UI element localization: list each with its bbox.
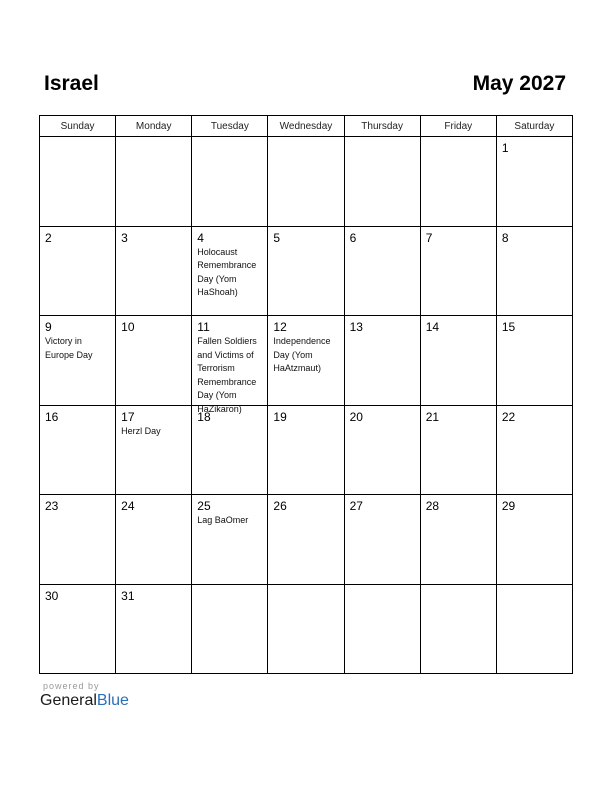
calendar-grid: [39, 115, 573, 674]
day-cell: [344, 316, 420, 406]
day-cell: [496, 226, 572, 316]
day-cell: [40, 495, 116, 585]
generalblue-logo: [40, 692, 129, 710]
day-cell: [116, 137, 192, 227]
day-cell: [192, 226, 268, 316]
day-number: 4: [197, 230, 204, 245]
day-number: 15: [501, 320, 516, 334]
day-cell: [116, 405, 192, 495]
weekday-wednesday: Wednesday: [268, 116, 344, 137]
day-cell: [192, 137, 268, 227]
day-cell: [40, 316, 116, 406]
week-row: [40, 584, 573, 674]
day-cell: [496, 405, 572, 495]
day-cell: [40, 405, 116, 495]
country-title: Israel: [44, 72, 99, 95]
day-number: 2: [45, 230, 52, 245]
day-number: 29: [501, 499, 516, 513]
day-cell: [420, 405, 496, 495]
day-cell: [268, 137, 344, 227]
day-number: 27: [349, 499, 363, 513]
day-number: 23: [45, 499, 59, 513]
day-cell: [268, 584, 344, 674]
day-cell: [116, 584, 192, 674]
weekday-monday: Monday: [116, 116, 192, 137]
day-cell: [40, 584, 116, 674]
day-number: 30: [45, 588, 59, 603]
day-cell: [40, 226, 116, 316]
day-cell: [496, 137, 572, 227]
week-row: [40, 495, 573, 585]
day-cell: [192, 495, 268, 585]
day-cell: [496, 316, 572, 406]
day-number: 21: [425, 409, 440, 424]
day-number: 28: [425, 499, 440, 513]
day-cell: [344, 226, 420, 316]
day-cell: [116, 316, 192, 406]
day-number: 12: [273, 320, 287, 334]
weekday-thursday: Thursday: [344, 116, 420, 137]
day-cell: [420, 495, 496, 585]
day-number: 24: [121, 499, 135, 513]
day-cell: [192, 405, 268, 495]
day-cell: [40, 137, 116, 227]
week-row: [40, 316, 573, 406]
day-number: 31: [121, 588, 135, 603]
day-number: 25: [197, 499, 211, 513]
day-number: 9: [45, 320, 52, 334]
day-cell: [344, 137, 420, 227]
week-row: [40, 405, 573, 495]
day-cell: [268, 226, 344, 316]
holiday-label: Herzl Day: [121, 425, 161, 436]
weekday-sunday: Sunday: [40, 116, 116, 137]
week-row: [40, 226, 573, 316]
holiday-label: Independence Day (Yom HaAtzmaut): [273, 336, 331, 373]
day-number: 1: [501, 141, 509, 155]
day-number: 22: [501, 409, 516, 424]
month-title: May 2027: [472, 72, 566, 95]
day-cell: [116, 495, 192, 585]
day-number: 20: [349, 409, 363, 424]
day-number: 14: [425, 320, 440, 334]
day-number: 3: [121, 230, 128, 245]
day-number: 13: [349, 320, 363, 334]
weekday-tuesday: Tuesday: [192, 116, 268, 137]
day-number: 16: [45, 409, 59, 424]
day-cell: [496, 584, 572, 674]
day-number: 17: [121, 409, 135, 424]
day-cell: [192, 316, 268, 414]
day-number: 8: [501, 230, 509, 245]
weekday-header-row: [40, 116, 573, 137]
footer-branding: [40, 681, 129, 710]
day-cell: [344, 495, 420, 585]
day-cell: [116, 226, 192, 316]
day-cell: [268, 316, 344, 406]
day-cell: [268, 495, 344, 585]
day-cell: [420, 226, 496, 316]
day-number: 7: [425, 230, 433, 245]
logo-general: General: [40, 692, 97, 709]
week-row: [40, 137, 573, 227]
day-cell: [268, 405, 344, 495]
day-number: 19: [273, 409, 287, 424]
day-number: 6: [349, 230, 357, 245]
day-cell: [420, 316, 496, 406]
day-cell: [420, 137, 496, 227]
day-cell: [420, 584, 496, 674]
day-cell: [192, 584, 268, 674]
weekday-friday: Friday: [420, 116, 496, 137]
day-number: 10: [121, 320, 135, 334]
day-number: 5: [273, 230, 281, 245]
day-number: 18: [197, 409, 211, 424]
holiday-label: Fallen Soldiers and Victims of Terrorism Remembrance Day (Yom HaZikaron): [197, 336, 257, 414]
day-number: 11: [197, 320, 210, 334]
holiday-label: Lag BaOmer: [197, 515, 249, 525]
day-number: 26: [273, 499, 287, 513]
day-cell: [496, 495, 572, 585]
holiday-label: Holocaust Remembrance Day (Yom HaShoah): [197, 246, 257, 297]
day-cell: [344, 584, 420, 674]
day-cell: [344, 405, 420, 495]
powered-by-text: powered by: [43, 681, 100, 691]
logo-blue: Blue: [96, 692, 129, 709]
weekday-saturday: Saturday: [496, 116, 572, 137]
holiday-label: Victory in Europe Day: [45, 336, 93, 360]
